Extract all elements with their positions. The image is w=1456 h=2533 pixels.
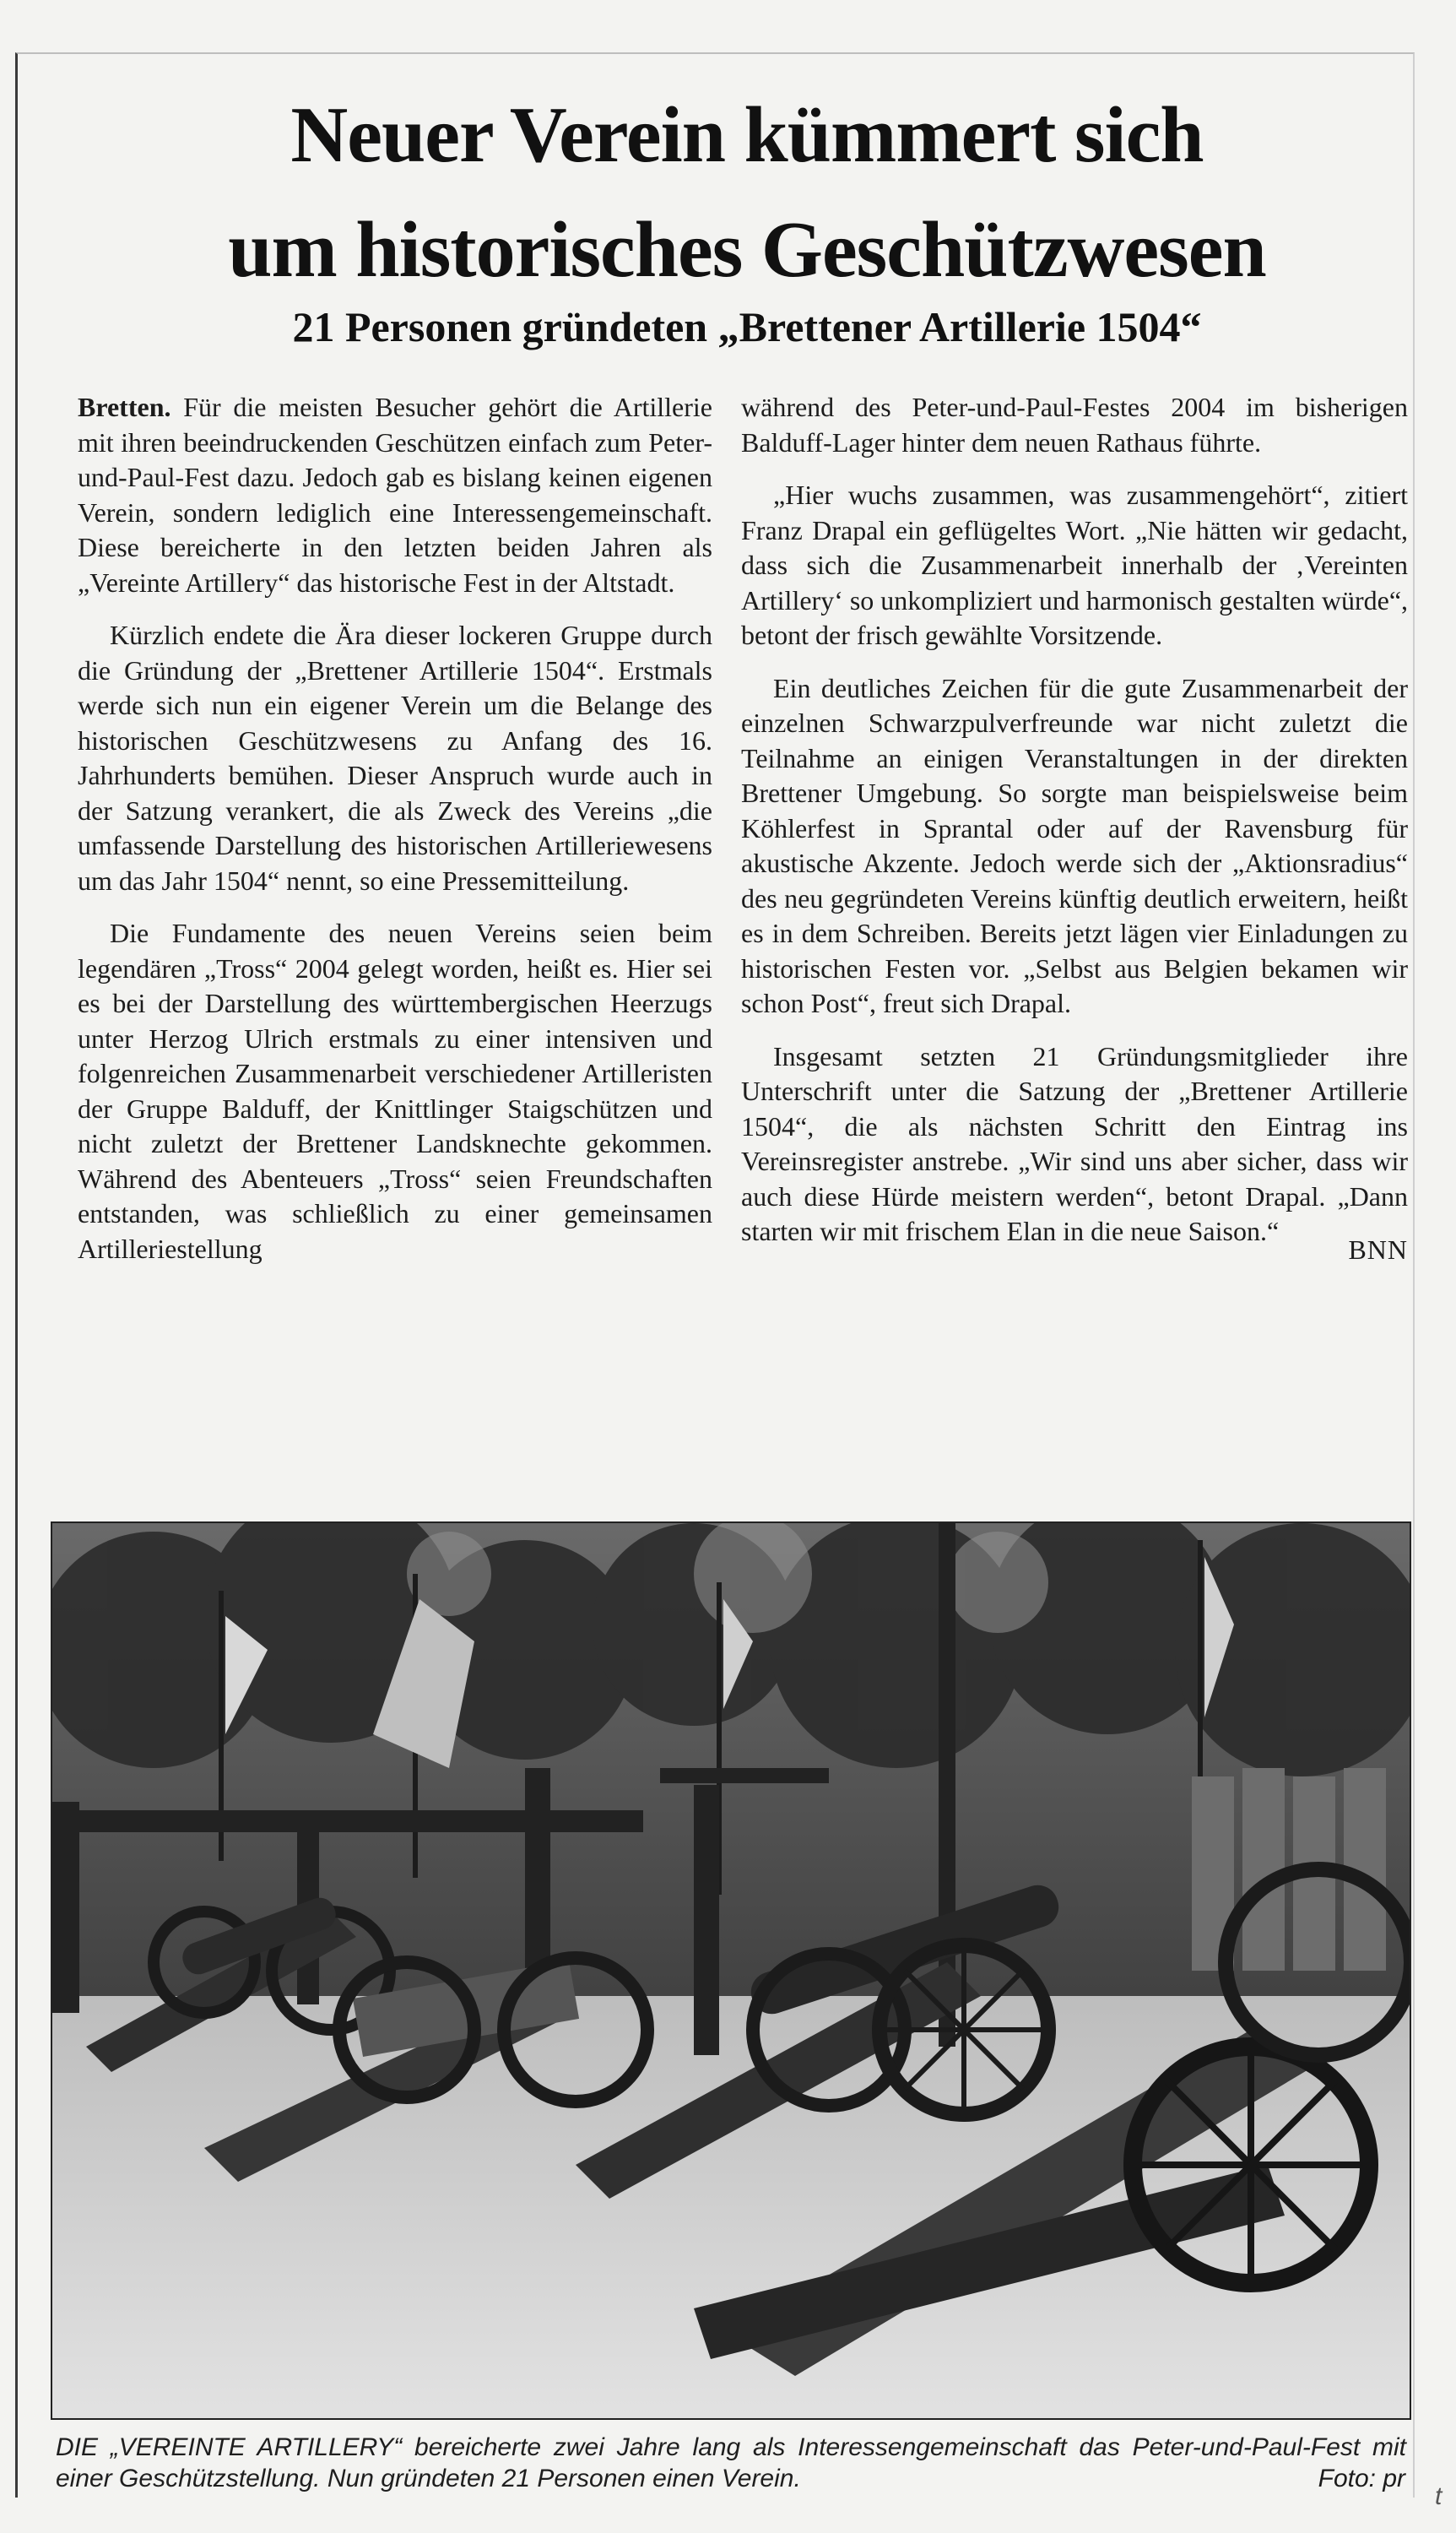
caption-text: bereicherte zwei Jahre lang als Interessengemeinschaft das Peter-und-Paul-Fest mit einer Geschützstellung. Nun gründeten 21 Personen einen Verein. (56, 2433, 1406, 2492)
caption-lead: DIE „VEREINTE ARTILLERY“ (56, 2433, 403, 2461)
paragraph: Ein deutliches Zeichen für die gute Zusammenarbeit der einzelnen Schwarzpulverfreunde war nicht zuletzt die Teilnahme an einigen Veranstaltungen in der direkten Brettener Umgebung. So sorgte man beispielsweise beim Köhlerfest in Sprantal oder auf der Ravensburg für akustische Akzente. Jedoch werde sich der „Aktionsradius“ des neu gegründeten Vereins künftig deutlich erweitern, heißt es in dem Schreiben. Bereits jetzt lägen vier Einladungen zu historischen Festen vor. „Selbst aus Belgien bekamen wir schon Post“, freut sich Drapal. (741, 672, 1408, 1018)
paragraph (78, 390, 712, 600)
headline-line-1: Neuer Verein kümmert sich (290, 91, 1204, 179)
paragraph: Die Fundamente des neuen Vereins seien beim legendären „Tross“ 2004 gelegt worden, heißt es. Hier sei es bei der Darstellung des württembergischen Heerzugs unter Herzog Ulrich erstmals zu einer intensiven und folgenreichen Zusammenarbeit verschiedener Artilleristen der Gruppe Balduff, der Knittlinger Staigschützen und nicht zuletzt der Brettener Landsknechte gekommen. Während des Abenteuers „Tross“ seien Freundschaften entstanden, was schließlich zu einer gemeinsamen Artilleriestellung (78, 918, 712, 1264)
dateline: Bretten. (78, 392, 171, 422)
article-column-right (741, 390, 1408, 1267)
cannons-photo-illustration (52, 1523, 1410, 2418)
paragraph: „Hier wuchs zusammen, was zusammengehört“, zitiert Franz Drapal ein geflügeltes Wort. „Nie hätten wir gedacht, dass sich die Zusammenarbeit innerhalb der ‚Vereinten Artillery‘ so unkompliziert und harmonisch gestalten würde“, betont der frisch gewählte Vorsitzende. (741, 480, 1409, 650)
paragraph-text: Für die meisten Besucher gehört die Artillerie mit ihren beeindruckenden Geschützen einfach zum Peter-und-Paul-Fest dazu. Jedoch gab es bislang keinen eigenen Verein, sondern lediglich eine Interessengemeinschaft. Diese bereicherte in den letzten beiden Jahren als „Vereinte Artillery“ das historische Fest in der Altstadt. (78, 392, 713, 598)
paragraph: während des Peter-und-Paul-Festes 2004 im bisherigen Balduff-Lager hinter dem neuen Rathaus führte. (741, 392, 1408, 458)
margin-mark: t (1435, 2482, 1442, 2510)
paragraph: Kürzlich endete die Ära dieser lockeren Gruppe durch die Gründung der „Brettener Artillerie 1504“. Erstmals werde sich nun ein eigener Verein um die Belange des historischen Geschützwesens zu Anfang des 16. Jahrhunderts bemühen. Dieser Anspruch wurde auch in der Satzung verankert, die als Zweck des Vereins „die umfassende Darstellung des historischen Artilleriewesens um das Jahr 1504“ nennt, so eine Pressemitteilung. (78, 620, 712, 896)
photo-credit: Foto: pr (1318, 2465, 1405, 2492)
subheadline: 21 Personen gründeten „Brettener Artillerie 1504“ (292, 303, 1202, 350)
photo-caption (56, 2432, 1406, 2494)
headline-line-2: um historisches Geschützwesen (228, 206, 1266, 294)
author-tag: BNN (1348, 1234, 1408, 1265)
article-column-left (78, 390, 712, 1284)
article-photo (51, 1521, 1411, 2420)
paragraph: Insgesamt setzten 21 Gründungsmitglieder ihre Unterschrift unter die Satzung der „Brettener Artillerie 1504“, die als nächsten Schritt den Eintrag ins Vereinsregister anstrebe. „Wir sind uns aber sicher, dass wir auch diese Hürde meistern werden“, betont Drapal. „Dann starten wir mit frischem Elan in die neue Saison.“ (741, 1040, 1408, 1246)
headline (34, 78, 1456, 307)
